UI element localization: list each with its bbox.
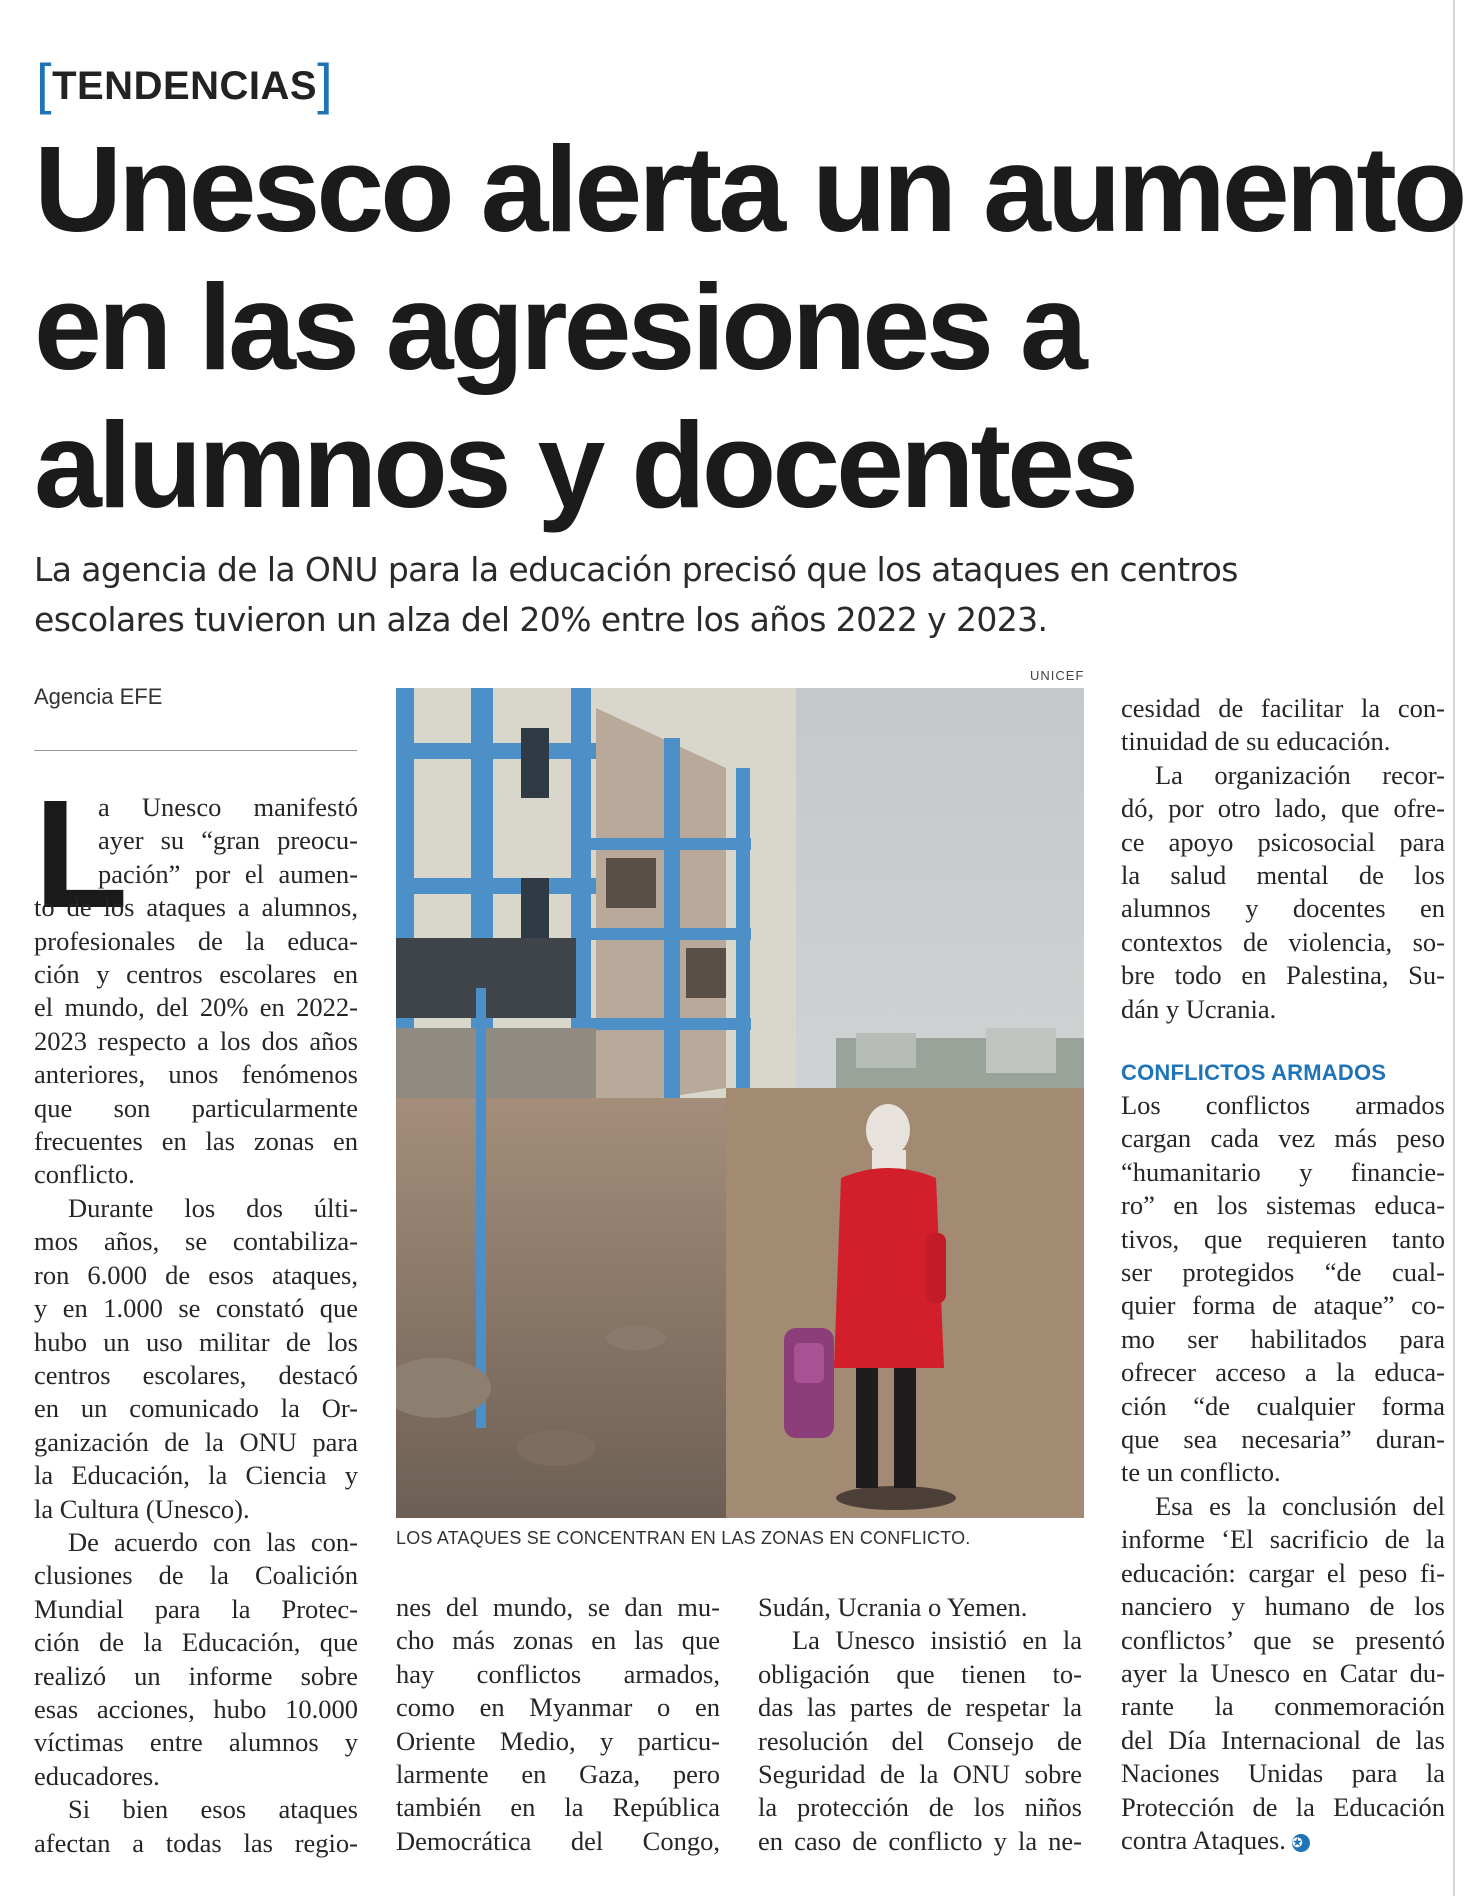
deck-summary bbox=[34, 545, 1434, 645]
body-line: conflictos’ que se presentó bbox=[1121, 1624, 1445, 1655]
body-line: La Unesco insistió en la bbox=[792, 1625, 1082, 1656]
body-line: larmente en Gaza, pero bbox=[396, 1759, 720, 1790]
body-line: das las partes de respetar la bbox=[758, 1692, 1082, 1723]
article-column-2 bbox=[396, 1591, 720, 1858]
photo-caption: LOS ATAQUES SE CONCENTRAN EN LAS ZONAS EN CONFLICTO. bbox=[396, 1528, 971, 1548]
body-line: frecuentes en las zonas en bbox=[34, 1126, 358, 1157]
article-column-3 bbox=[758, 1591, 1082, 1858]
body-line: y en 1.000 se constató que bbox=[34, 1293, 358, 1324]
drop-cap: L bbox=[34, 768, 129, 940]
body-line: Seguridad de la ONU sobre bbox=[758, 1759, 1082, 1790]
body-line: hay conflictos armados, bbox=[396, 1658, 720, 1689]
section-kicker bbox=[36, 50, 333, 120]
body-line: ción “de cualquier forma bbox=[1121, 1390, 1445, 1421]
headline-line: Unesco alerta un aumento bbox=[34, 121, 1464, 257]
body-line: dó, por otro lado, que ofre- bbox=[1121, 793, 1445, 824]
body-line: esas acciones, hubo 10.000 bbox=[34, 1693, 358, 1724]
body-line: clusiones de la Coalición bbox=[34, 1560, 358, 1591]
body-line: del Día Internacional de las bbox=[1121, 1724, 1445, 1755]
body-line: en caso de conflicto y la ne- bbox=[758, 1825, 1082, 1856]
body-line-final-text: contra Ataques. bbox=[1121, 1824, 1286, 1855]
body-line: ayer la Unesco en Catar du- bbox=[1121, 1657, 1445, 1688]
body-line: educadores. bbox=[34, 1760, 160, 1791]
body-line: centros escolares, destacó bbox=[34, 1359, 358, 1390]
body-line: La organización recor- bbox=[1155, 759, 1445, 790]
body-line: ce apoyo psicosocial para bbox=[1121, 826, 1445, 857]
body-line: tivos, que requieren tanto bbox=[1121, 1223, 1445, 1254]
body-line: ganización de la ONU para bbox=[34, 1426, 358, 1457]
article-photo bbox=[396, 688, 1084, 1518]
body-line: cesidad de facilitar la con- bbox=[1121, 693, 1445, 723]
kicker-label: TENDENCIAS bbox=[52, 64, 318, 108]
body-line: conflicto. bbox=[34, 1159, 135, 1190]
body-line: mos años, se contabiliza- bbox=[34, 1226, 358, 1257]
body-line: ofrecer acceso a la educa- bbox=[1121, 1357, 1445, 1388]
body-line: la Cultura (Unesco). bbox=[34, 1493, 250, 1524]
headline bbox=[34, 120, 1464, 534]
body-line: Los conflictos armados bbox=[1121, 1090, 1445, 1120]
body-line: mo ser habilitados para bbox=[1121, 1323, 1445, 1354]
body-line: víctimas entre alumnos y bbox=[34, 1727, 358, 1758]
body-line: to de los ataques a alumnos, bbox=[34, 892, 358, 923]
body-line: educación: cargar el peso fi- bbox=[1121, 1557, 1445, 1588]
body-line: rante la conmemoración bbox=[1121, 1691, 1445, 1722]
body-line: “humanitario y financie- bbox=[1121, 1156, 1445, 1187]
body-line: tinuidad de su educación. bbox=[1121, 726, 1391, 757]
body-line: 2023 respecto a los dos años bbox=[34, 1025, 358, 1056]
body-line: De acuerdo con las con- bbox=[68, 1526, 358, 1557]
body-line: dán y Ucrania. bbox=[1121, 993, 1277, 1024]
body-line: la protección de los niños bbox=[758, 1792, 1082, 1823]
body-line: te un conflicto. bbox=[1121, 1457, 1281, 1488]
body-line-final bbox=[1121, 1824, 1445, 1857]
body-line: Durante los dos últi- bbox=[68, 1192, 358, 1223]
body-line: bre todo en Palestina, Su- bbox=[1121, 960, 1445, 991]
body-line: Protección de la Educación bbox=[1121, 1791, 1445, 1822]
headline-line: alumnos y docentes bbox=[34, 397, 1135, 533]
body-line: que son particularmente bbox=[34, 1092, 358, 1123]
body-line: ayer su “gran preocu- bbox=[98, 825, 358, 856]
body-line: realizó un informe sobre bbox=[34, 1660, 358, 1691]
body-line: pación” por el aumen- bbox=[98, 858, 358, 889]
body-line: obligación que tienen to- bbox=[758, 1658, 1082, 1689]
byline-divider bbox=[34, 750, 357, 751]
body-line: ron 6.000 de esos ataques, bbox=[34, 1259, 358, 1290]
section-subhead: CONFLICTOS ARMADOS bbox=[1121, 1060, 1387, 1085]
body-line: cho más zonas en las que bbox=[396, 1625, 720, 1656]
body-line: ción y centros escolares en bbox=[34, 959, 358, 990]
photo-credit: UNICEF bbox=[1030, 668, 1085, 683]
headline-line: en las agresiones a bbox=[34, 259, 1084, 395]
article-column-4-top bbox=[1121, 692, 1445, 1026]
body-line: que sea necesaria” duran- bbox=[1121, 1424, 1445, 1455]
body-line: el mundo, del 20% en 2022- bbox=[34, 992, 358, 1023]
body-line: nes del mundo, se dan mu- bbox=[396, 1592, 720, 1622]
body-line: Si bien esos ataques bbox=[68, 1794, 358, 1825]
article-column-4-bottom bbox=[1121, 1089, 1445, 1857]
body-line: como en Myanmar o en bbox=[396, 1692, 720, 1723]
byline: Agencia EFE bbox=[34, 684, 163, 709]
body-line: Mundial para la Protec- bbox=[34, 1593, 358, 1624]
body-line: Esa es la conclusión del bbox=[1155, 1490, 1445, 1521]
body-line: Sudán, Ucrania o Yemen. bbox=[758, 1592, 1028, 1622]
body-line: Naciones Unidas para la bbox=[1121, 1758, 1445, 1789]
deck-line: escolares tuvieron un alza del 20% entre los años 2022 y 2023. bbox=[34, 600, 1048, 639]
body-line: anteriores, unos fenómenos bbox=[34, 1059, 358, 1090]
body-line: cargan cada vez más peso bbox=[1121, 1123, 1445, 1154]
deck-line: La agencia de la ONU para la educación precisó que los ataques en centros bbox=[34, 550, 1238, 589]
body-line: informe ‘El sacrificio de la bbox=[1121, 1524, 1445, 1555]
body-line: en un comunicado la Or- bbox=[34, 1393, 358, 1424]
body-line: nanciero y humano de los bbox=[1121, 1591, 1445, 1622]
kicker-close-bracket: ] bbox=[317, 52, 334, 115]
body-line: Oriente Medio, y particu- bbox=[396, 1725, 720, 1756]
body-line: a Unesco manifestó bbox=[98, 792, 358, 822]
body-line: Democrática del Congo, bbox=[396, 1825, 720, 1856]
body-line: ser protegidos “de cual- bbox=[1121, 1257, 1445, 1288]
photo-illustration bbox=[396, 688, 1084, 1518]
body-line: alumnos y docentes en bbox=[1121, 893, 1445, 924]
end-of-article-icon: ✪ bbox=[1292, 1834, 1310, 1852]
body-line: la Educación, la Ciencia y bbox=[34, 1460, 358, 1491]
kicker-open-bracket: [ bbox=[36, 52, 53, 115]
body-line: resolución del Consejo de bbox=[758, 1725, 1082, 1756]
body-line: ro” en los sistemas educa- bbox=[1121, 1190, 1445, 1221]
body-line: también en la República bbox=[396, 1792, 720, 1823]
body-line: quier forma de ataque” co- bbox=[1121, 1290, 1445, 1321]
body-line: profesionales de la educa- bbox=[34, 925, 358, 956]
body-line: afectan a todas las regio- bbox=[34, 1827, 358, 1858]
article-column-1 bbox=[34, 768, 358, 1860]
body-line: la salud mental de los bbox=[1121, 860, 1445, 891]
body-line: hubo un uso militar de los bbox=[34, 1326, 358, 1357]
body-line: contextos de violencia, so- bbox=[1121, 926, 1445, 957]
body-line: ción de la Educación, que bbox=[34, 1627, 358, 1658]
